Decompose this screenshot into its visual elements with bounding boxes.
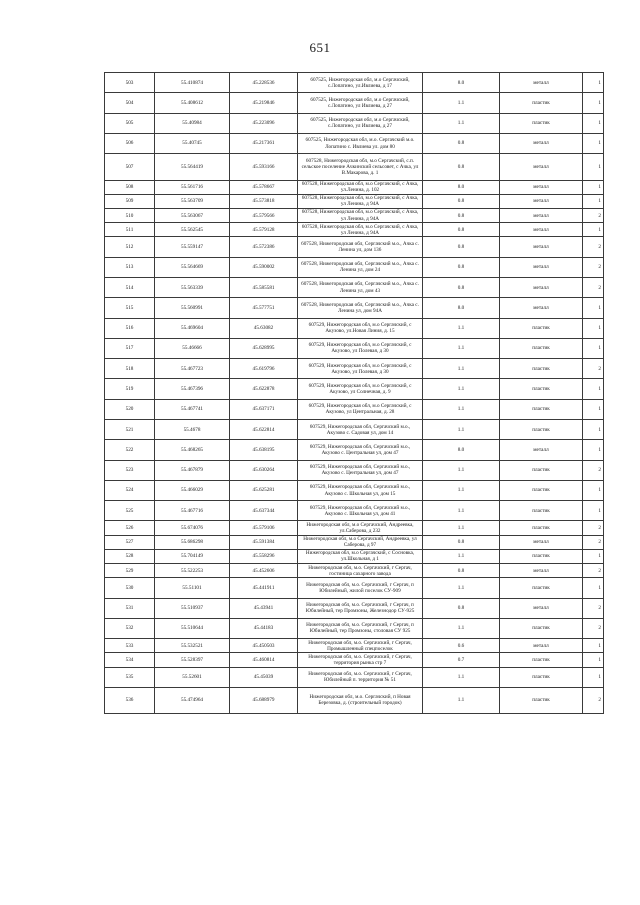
container-count-cell: 1 bbox=[583, 379, 604, 399]
table-row bbox=[105, 298, 604, 318]
latitude-cell: 55.467396 bbox=[155, 379, 230, 399]
address-cell: 607529, Нижегородская обл, Сергачский м.о., Акузово с. Школьная ул, дом 15 bbox=[298, 480, 423, 500]
table-row bbox=[105, 578, 604, 598]
latitude-cell: 55.467741 bbox=[155, 399, 230, 419]
table-row bbox=[105, 237, 604, 257]
table-row bbox=[105, 535, 604, 549]
table-row bbox=[105, 133, 604, 153]
volume-cell: 8.0 bbox=[423, 180, 500, 194]
longitude-cell: 45.44183 bbox=[230, 618, 298, 638]
address-cell: Нижегородская обл, м.о. Сергачский, п Новая Березовка, д. (строительный городок) bbox=[298, 687, 423, 713]
row-number-cell: 532 bbox=[105, 618, 155, 638]
latitude-cell: 55.704149 bbox=[155, 549, 230, 563]
longitude-cell: 45.593166 bbox=[230, 154, 298, 180]
material-cell: пластик bbox=[500, 93, 583, 113]
row-number-cell: 530 bbox=[105, 578, 155, 598]
longitude-cell: 45.217361 bbox=[230, 133, 298, 153]
longitude-cell: 45.638195 bbox=[230, 440, 298, 460]
row-number-cell: 536 bbox=[105, 687, 155, 713]
row-number-cell: 525 bbox=[105, 501, 155, 521]
material-cell: металл bbox=[500, 277, 583, 297]
latitude-cell: 55.469604 bbox=[155, 318, 230, 338]
latitude-cell: 55.560991 bbox=[155, 298, 230, 318]
address-cell: 607525, Нижегородская обл, м.о. Сергачский м.о. Лопатино с. Ивлиева ул. дом 80 bbox=[298, 133, 423, 153]
table-row bbox=[105, 223, 604, 237]
row-number-cell: 523 bbox=[105, 460, 155, 480]
material-cell: металл bbox=[500, 535, 583, 549]
row-number-cell: 524 bbox=[105, 480, 155, 500]
table-row bbox=[105, 564, 604, 578]
material-cell: металл bbox=[500, 208, 583, 222]
volume-cell: 0.8 bbox=[423, 564, 500, 578]
material-cell: пластик bbox=[500, 480, 583, 500]
row-number-cell: 533 bbox=[105, 639, 155, 653]
latitude-cell: 55.510644 bbox=[155, 618, 230, 638]
material-cell: металл bbox=[500, 154, 583, 180]
row-number-cell: 517 bbox=[105, 338, 155, 358]
material-cell: пластик bbox=[500, 521, 583, 535]
address-cell: Нижегородская обл, м.о. Сергачский, г Сергач, территория рынка стр 7 bbox=[298, 653, 423, 667]
container-count-cell: 1 bbox=[583, 133, 604, 153]
latitude-cell: 55.410874 bbox=[155, 73, 230, 93]
table-row bbox=[105, 93, 604, 113]
volume-cell: 1.1 bbox=[423, 549, 500, 563]
row-number-cell: 529 bbox=[105, 564, 155, 578]
longitude-cell: 45.63082 bbox=[230, 318, 298, 338]
longitude-cell: 45.45039 bbox=[230, 667, 298, 687]
latitude-cell: 55.510937 bbox=[155, 598, 230, 618]
address-cell: 607528, Нижегородская обл, Сергачский м.о., Ачка с. Ленина ул, дом 43 bbox=[298, 277, 423, 297]
material-cell: пластик bbox=[500, 379, 583, 399]
table-row bbox=[105, 338, 604, 358]
table-row bbox=[105, 379, 604, 399]
latitude-cell: 55.474964 bbox=[155, 687, 230, 713]
volume-cell: 0.8 bbox=[423, 257, 500, 277]
table-row bbox=[105, 208, 604, 222]
longitude-cell: 45.452606 bbox=[230, 564, 298, 578]
latitude-cell: 55.466029 bbox=[155, 480, 230, 500]
row-number-cell: 503 bbox=[105, 73, 155, 93]
container-count-cell: 1 bbox=[583, 501, 604, 521]
volume-cell: 1.1 bbox=[423, 578, 500, 598]
row-number-cell: 509 bbox=[105, 194, 155, 208]
longitude-cell: 45.579106 bbox=[230, 521, 298, 535]
material-cell: металл bbox=[500, 180, 583, 194]
address-cell: 607528, Нижегородская обл, м.о Сергачский, с.п. сельское поселение Ачкинский сельсовет, с Ачка, ул В.Макарова, д. 1 bbox=[298, 154, 423, 180]
volume-cell: 0.8 bbox=[423, 598, 500, 618]
material-cell: пластик bbox=[500, 687, 583, 713]
registry-table bbox=[104, 72, 604, 714]
table-row bbox=[105, 113, 604, 133]
latitude-cell: 55.686298 bbox=[155, 535, 230, 549]
longitude-cell: 45.637171 bbox=[230, 399, 298, 419]
longitude-cell: 45.622814 bbox=[230, 420, 298, 440]
address-cell: 607528, Нижегородская обл, Сергачский м.о., Ачка с. Ленина ул, дом 136 bbox=[298, 237, 423, 257]
address-cell: 607529, Нижегородская обл, м.о Сергачский, с Акузово, ул Солнечная, д. 9 bbox=[298, 379, 423, 399]
address-cell: 607529, Нижегородская обл, м.о Сергачский, с Акузово, ул Центральная, д. 28 bbox=[298, 399, 423, 419]
table-row bbox=[105, 639, 604, 653]
table-row bbox=[105, 653, 604, 667]
material-cell: пластик bbox=[500, 549, 583, 563]
address-cell: 607528, Нижегородская обл, Сергачский м.о., Ачка с. Ленина ул, дом 24 bbox=[298, 257, 423, 277]
latitude-cell: 55.532521 bbox=[155, 639, 230, 653]
material-cell: пластик bbox=[500, 618, 583, 638]
container-count-cell: 2 bbox=[583, 598, 604, 618]
table-row bbox=[105, 501, 604, 521]
container-count-cell: 1 bbox=[583, 480, 604, 500]
longitude-cell: 45.630264 bbox=[230, 460, 298, 480]
volume-cell: 8.0 bbox=[423, 73, 500, 93]
container-count-cell: 2 bbox=[583, 237, 604, 257]
latitude-cell: 55.528397 bbox=[155, 653, 230, 667]
address-cell: 607529, Нижегородская обл, Сергачский м.о., Акузово с. Садовая ул, дом 14 bbox=[298, 420, 423, 440]
volume-cell: 0.8 bbox=[423, 133, 500, 153]
latitude-cell: 55.52601 bbox=[155, 667, 230, 687]
address-cell: Нижегородская обл, м.о Сергачский, с Сосновка, ул.Школьная, д 1 bbox=[298, 549, 423, 563]
volume-cell: 0.8 bbox=[423, 535, 500, 549]
volume-cell: 8.0 bbox=[423, 440, 500, 460]
latitude-cell: 55.4678 bbox=[155, 420, 230, 440]
row-number-cell: 535 bbox=[105, 667, 155, 687]
table-row bbox=[105, 460, 604, 480]
material-cell: металл bbox=[500, 237, 583, 257]
longitude-cell: 45.619796 bbox=[230, 359, 298, 379]
container-count-cell: 1 bbox=[583, 667, 604, 687]
address-cell: Нижегородская обл, м.о. Сергачский, г Сергач, Юбилейный п. территория № 51 bbox=[298, 667, 423, 687]
material-cell: металл bbox=[500, 598, 583, 618]
container-count-cell: 2 bbox=[583, 277, 604, 297]
row-number-cell: 511 bbox=[105, 223, 155, 237]
address-cell: 607528, Нижегородская обл, м.о Сергачский, с Ачка, ул.Ленина, д. 102 bbox=[298, 180, 423, 194]
latitude-cell: 55.40745 bbox=[155, 133, 230, 153]
container-count-cell: 2 bbox=[583, 460, 604, 480]
row-number-cell: 505 bbox=[105, 113, 155, 133]
material-cell: металл bbox=[500, 223, 583, 237]
material-cell: пластик bbox=[500, 578, 583, 598]
material-cell: металл bbox=[500, 440, 583, 460]
table-row bbox=[105, 521, 604, 535]
latitude-cell: 55.40984 bbox=[155, 113, 230, 133]
latitude-cell: 55.408612 bbox=[155, 93, 230, 113]
material-cell: пластик bbox=[500, 359, 583, 379]
row-number-cell: 510 bbox=[105, 208, 155, 222]
longitude-cell: 45.625281 bbox=[230, 480, 298, 500]
address-cell: 607528, Нижегородская обл, Сергачский м.о., Ачка с. Ленина ул, дом 94А bbox=[298, 298, 423, 318]
row-number-cell: 520 bbox=[105, 399, 155, 419]
table-row bbox=[105, 667, 604, 687]
volume-cell: 0.6 bbox=[423, 639, 500, 653]
address-cell: 607529, Нижегородская обл, м.о Сергачский, с Акузово, ул.Новая Линия, д. 15 bbox=[298, 318, 423, 338]
address-cell: 607528, Нижегородская обл, м.о Сергачский, с Ачка, ул Ленина, д 94А bbox=[298, 194, 423, 208]
address-cell: 607525, Нижегородская обл, м.о Сергачский, с.Лопатино, ул Ивлиева, д 27 bbox=[298, 93, 423, 113]
material-cell: пластик bbox=[500, 338, 583, 358]
table-row bbox=[105, 598, 604, 618]
address-cell: 607528, Нижегородская обл, м.о Сергачский, с Ачка, ул Ленина, д 94А bbox=[298, 208, 423, 222]
latitude-cell: 55.467723 bbox=[155, 359, 230, 379]
row-number-cell: 506 bbox=[105, 133, 155, 153]
longitude-cell: 45.688979 bbox=[230, 687, 298, 713]
address-cell: 607528, Нижегородская обл, м.о Сергачский, с Ачка, ул Ленина, д 94А bbox=[298, 223, 423, 237]
volume-cell: 1.1 bbox=[423, 420, 500, 440]
table-row bbox=[105, 359, 604, 379]
container-count-cell: 1 bbox=[583, 399, 604, 419]
material-cell: пластик bbox=[500, 399, 583, 419]
address-cell: 607529, Нижегородская обл, Сергачский м.о., Акузово с. Школьная ул, дом 41 bbox=[298, 501, 423, 521]
longitude-cell: 45.460814 bbox=[230, 653, 298, 667]
material-cell: металл bbox=[500, 73, 583, 93]
volume-cell: 0.8 bbox=[423, 237, 500, 257]
longitude-cell: 45.572386 bbox=[230, 237, 298, 257]
volume-cell: 1.1 bbox=[423, 460, 500, 480]
longitude-cell: 45.558296 bbox=[230, 549, 298, 563]
row-number-cell: 515 bbox=[105, 298, 155, 318]
table-row bbox=[105, 257, 604, 277]
volume-cell: 1.1 bbox=[423, 93, 500, 113]
table-row bbox=[105, 480, 604, 500]
volume-cell: 0.7 bbox=[423, 653, 500, 667]
material-cell: металл bbox=[500, 298, 583, 318]
container-count-cell: 2 bbox=[583, 618, 604, 638]
container-count-cell: 1 bbox=[583, 113, 604, 133]
address-cell: 607529, Нижегородская обл, Сергачский м.о., Акузово с. Центральная ул, дом 47 bbox=[298, 440, 423, 460]
material-cell: металл bbox=[500, 639, 583, 653]
volume-cell: 1.1 bbox=[423, 618, 500, 638]
container-count-cell: 2 bbox=[583, 257, 604, 277]
latitude-cell: 55.467879 bbox=[155, 460, 230, 480]
latitude-cell: 55.467716 bbox=[155, 501, 230, 521]
container-count-cell: 1 bbox=[583, 298, 604, 318]
material-cell: пластик bbox=[500, 460, 583, 480]
container-count-cell: 1 bbox=[583, 73, 604, 93]
table-row bbox=[105, 549, 604, 563]
page-number: 651 bbox=[309, 40, 331, 55]
longitude-cell: 45.223096 bbox=[230, 113, 298, 133]
latitude-cell: 55.563067 bbox=[155, 208, 230, 222]
latitude-cell: 55.674076 bbox=[155, 521, 230, 535]
material-cell: пластик bbox=[500, 420, 583, 440]
table-row bbox=[105, 154, 604, 180]
row-number-cell: 534 bbox=[105, 653, 155, 667]
volume-cell: 1.1 bbox=[423, 379, 500, 399]
address-cell: Нижегородская обл, м.о. Сергачский, г Сергач, Промышленный спецпоселок bbox=[298, 639, 423, 653]
table-row bbox=[105, 318, 604, 338]
material-cell: пластик bbox=[500, 653, 583, 667]
latitude-cell: 55.51101 bbox=[155, 578, 230, 598]
address-cell: Нижегородская обл, м.о. Сергачский, г Сергач, п Юбилейный, тер Промзоны, Железнодор СУ-925 bbox=[298, 598, 423, 618]
container-count-cell: 1 bbox=[583, 653, 604, 667]
row-number-cell: 507 bbox=[105, 154, 155, 180]
longitude-cell: 45.579128 bbox=[230, 223, 298, 237]
material-cell: металл bbox=[500, 257, 583, 277]
container-count-cell: 2 bbox=[583, 208, 604, 222]
longitude-cell: 45.450503 bbox=[230, 639, 298, 653]
container-count-cell: 1 bbox=[583, 180, 604, 194]
address-cell: 607529, Нижегородская обл, м.о Сергачский, с Акузово, ул Полевая, д 30 bbox=[298, 338, 423, 358]
latitude-cell: 55.564669 bbox=[155, 257, 230, 277]
row-number-cell: 512 bbox=[105, 237, 155, 257]
volume-cell: 0.8 bbox=[423, 277, 500, 297]
table-row bbox=[105, 277, 604, 297]
longitude-cell: 45.628995 bbox=[230, 338, 298, 358]
material-cell: пластик bbox=[500, 667, 583, 687]
latitude-cell: 55.559147 bbox=[155, 237, 230, 257]
row-number-cell: 526 bbox=[105, 521, 155, 535]
latitude-cell: 55.562545 bbox=[155, 223, 230, 237]
volume-cell: 1.1 bbox=[423, 501, 500, 521]
latitude-cell: 55.561716 bbox=[155, 180, 230, 194]
container-count-cell: 2 bbox=[583, 535, 604, 549]
address-cell: 607525, Нижегородская обл, м.о Сергачский, с.Лопатино, ул.Ивлиева, д 17 bbox=[298, 73, 423, 93]
row-number-cell: 519 bbox=[105, 379, 155, 399]
volume-cell: 8.0 bbox=[423, 298, 500, 318]
container-count-cell: 1 bbox=[583, 420, 604, 440]
material-cell: металл bbox=[500, 564, 583, 578]
row-number-cell: 504 bbox=[105, 93, 155, 113]
material-cell: пластик bbox=[500, 113, 583, 133]
longitude-cell: 45.637344 bbox=[230, 501, 298, 521]
container-count-cell: 2 bbox=[583, 564, 604, 578]
table-row bbox=[105, 687, 604, 713]
longitude-cell: 45.622878 bbox=[230, 379, 298, 399]
row-number-cell: 528 bbox=[105, 549, 155, 563]
container-count-cell: 2 bbox=[583, 359, 604, 379]
registry-table-body bbox=[105, 73, 604, 714]
longitude-cell: 45.577751 bbox=[230, 298, 298, 318]
volume-cell: 1.1 bbox=[423, 318, 500, 338]
longitude-cell: 45.219846 bbox=[230, 93, 298, 113]
volume-cell: 1.1 bbox=[423, 338, 500, 358]
longitude-cell: 45.579566 bbox=[230, 208, 298, 222]
container-count-cell: 1 bbox=[583, 318, 604, 338]
table-row bbox=[105, 180, 604, 194]
longitude-cell: 45.591384 bbox=[230, 535, 298, 549]
volume-cell: 1.1 bbox=[423, 480, 500, 500]
volume-cell: 0.8 bbox=[423, 154, 500, 180]
latitude-cell: 55.468265 bbox=[155, 440, 230, 460]
address-cell: Нижегородская обл, м.о. Сергачский, г Сергач, п Юбилейный, тер Промзоны, столовая СУ 925 bbox=[298, 618, 423, 638]
volume-cell: 1.1 bbox=[423, 113, 500, 133]
address-cell: Нижегородская обл, м.о Сергачский, Андреевка, ул.Саберова, д 232 bbox=[298, 521, 423, 535]
volume-cell: 1.1 bbox=[423, 667, 500, 687]
address-cell: Нижегородская обл, м.о. Сергачский, г Сергач, гостиница сахарного завода bbox=[298, 564, 423, 578]
longitude-cell: 45.228536 bbox=[230, 73, 298, 93]
row-number-cell: 513 bbox=[105, 257, 155, 277]
latitude-cell: 55.563339 bbox=[155, 277, 230, 297]
container-count-cell: 1 bbox=[583, 549, 604, 563]
latitude-cell: 55.522253 bbox=[155, 564, 230, 578]
row-number-cell: 531 bbox=[105, 598, 155, 618]
volume-cell: 1.1 bbox=[423, 399, 500, 419]
volume-cell: 0.8 bbox=[423, 194, 500, 208]
longitude-cell: 45.441911 bbox=[230, 578, 298, 598]
latitude-cell: 55.564419 bbox=[155, 154, 230, 180]
container-count-cell: 1 bbox=[583, 194, 604, 208]
volume-cell: 1.1 bbox=[423, 359, 500, 379]
volume-cell: 0.8 bbox=[423, 208, 500, 222]
row-number-cell: 508 bbox=[105, 180, 155, 194]
row-number-cell: 521 bbox=[105, 420, 155, 440]
material-cell: пластик bbox=[500, 318, 583, 338]
longitude-cell: 45.573818 bbox=[230, 194, 298, 208]
table-row bbox=[105, 194, 604, 208]
row-number-cell: 527 bbox=[105, 535, 155, 549]
container-count-cell: 2 bbox=[583, 687, 604, 713]
container-count-cell: 1 bbox=[583, 93, 604, 113]
longitude-cell: 45.585581 bbox=[230, 277, 298, 297]
container-count-cell: 1 bbox=[583, 578, 604, 598]
volume-cell: 1.1 bbox=[423, 687, 500, 713]
longitude-cell: 45.578667 bbox=[230, 180, 298, 194]
row-number-cell: 522 bbox=[105, 440, 155, 460]
address-cell: Нижегородская обл, м.о. Сергачский, г Сергач, п Юбилейный, жилой поселок СУ-909 bbox=[298, 578, 423, 598]
longitude-cell: 45.43941 bbox=[230, 598, 298, 618]
table-row bbox=[105, 399, 604, 419]
container-count-cell: 1 bbox=[583, 154, 604, 180]
table-row bbox=[105, 73, 604, 93]
row-number-cell: 516 bbox=[105, 318, 155, 338]
material-cell: металл bbox=[500, 133, 583, 153]
longitude-cell: 45.590002 bbox=[230, 257, 298, 277]
material-cell: металл bbox=[500, 194, 583, 208]
latitude-cell: 55.46666 bbox=[155, 338, 230, 358]
container-count-cell: 1 bbox=[583, 338, 604, 358]
table-row bbox=[105, 618, 604, 638]
latitude-cell: 55.563709 bbox=[155, 194, 230, 208]
row-number-cell: 518 bbox=[105, 359, 155, 379]
volume-cell: 0.8 bbox=[423, 223, 500, 237]
container-count-cell: 1 bbox=[583, 639, 604, 653]
address-cell: 607529, Нижегородская обл, м.о Сергачский, с Акузово, ул Полевая, д 30 bbox=[298, 359, 423, 379]
table-row bbox=[105, 420, 604, 440]
row-number-cell: 514 bbox=[105, 277, 155, 297]
address-cell: 607529, Нижегородская обл, Сергачский м.о., Акузово с. Центральная ул, дом 47 bbox=[298, 460, 423, 480]
volume-cell: 1.1 bbox=[423, 521, 500, 535]
container-count-cell: 1 bbox=[583, 440, 604, 460]
material-cell: пластик bbox=[500, 501, 583, 521]
container-count-cell: 1 bbox=[583, 223, 604, 237]
container-count-cell: 2 bbox=[583, 521, 604, 535]
address-cell: 607525, Нижегородская обл, м.о Сергачский, с.Лопатино, ул Ивлиева, д 27 bbox=[298, 113, 423, 133]
address-cell: Нижегородская обл, м.о Сергачский, Андреевка, ул Саберова, д 97 bbox=[298, 535, 423, 549]
table-row bbox=[105, 440, 604, 460]
